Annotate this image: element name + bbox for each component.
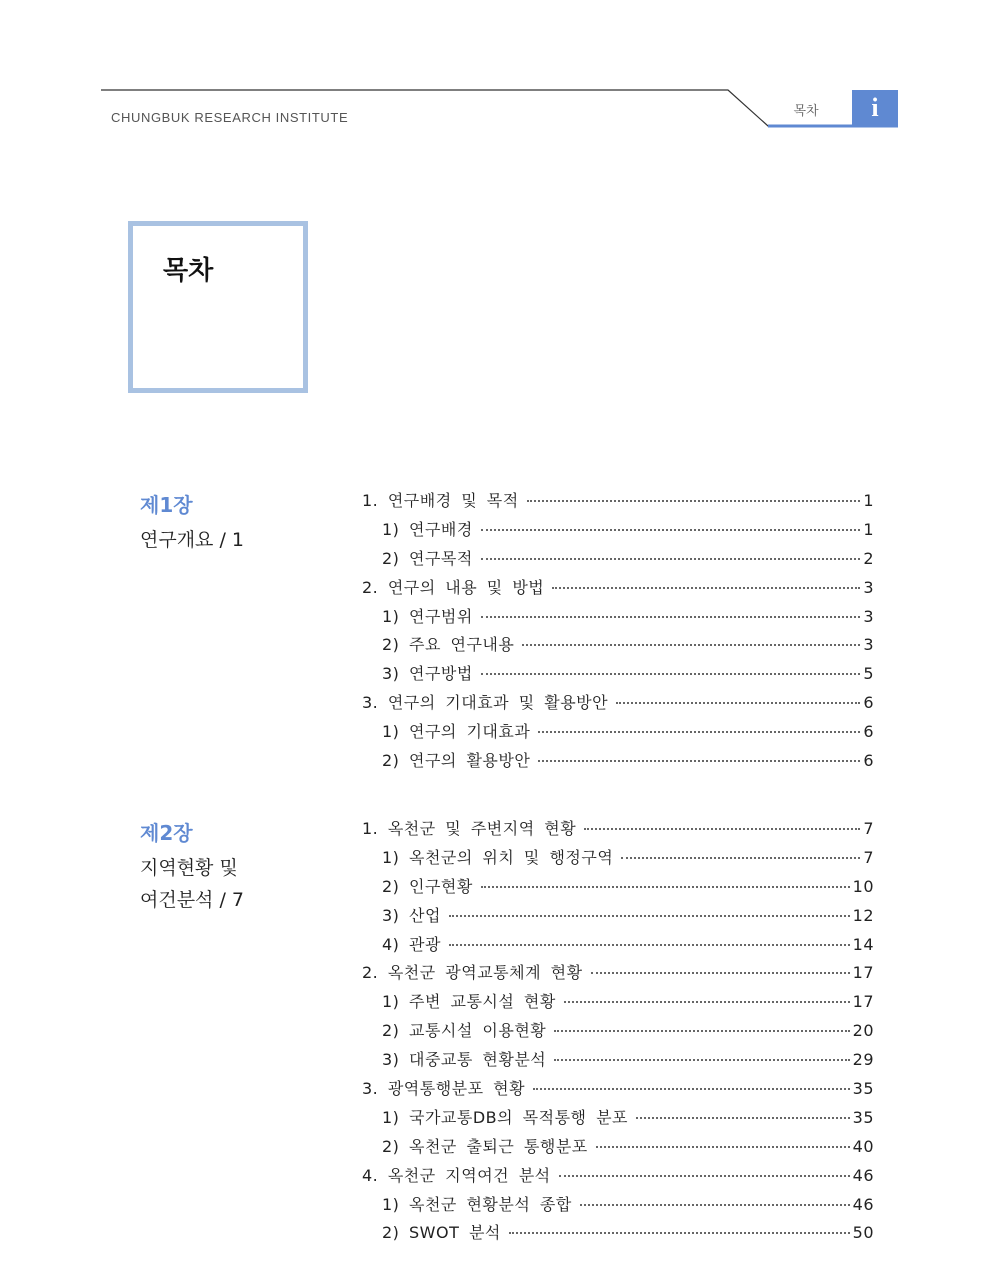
toc-dot-leader	[584, 828, 860, 830]
toc-dot-leader	[564, 1001, 850, 1003]
toc-entry-page: 1	[863, 519, 874, 539]
toc-entry-label: 3. 연구의 기대효과 및 활용방안	[362, 693, 609, 713]
toc-dot-leader	[552, 587, 860, 589]
toc-entry[interactable]	[362, 845, 874, 874]
toc-entry-label: 4. 옥천군 지역여건 분석	[362, 1165, 551, 1185]
toc-entry[interactable]	[362, 1105, 874, 1134]
toc-entry-label: 3) 대중교통 현황분석	[382, 1050, 547, 1070]
toc-entry-label: 2) 연구목적	[382, 548, 473, 568]
toc-entry-label: 2) 연구의 활용방안	[382, 751, 531, 771]
toc-dot-leader	[509, 1232, 850, 1234]
toc-entry-page: 3	[863, 577, 874, 597]
toc-dot-leader	[449, 944, 850, 946]
toc-entry-page: 5	[863, 664, 874, 684]
toc-entry-page: 35	[852, 1079, 874, 1099]
toc-entry[interactable]	[362, 1192, 874, 1221]
toc-entry-page: 12	[852, 905, 874, 925]
toc-entry[interactable]	[362, 661, 874, 690]
toc-entry-label: 4) 관광	[382, 934, 441, 954]
toc-dot-leader	[481, 558, 860, 560]
toc-entry-label: 3. 광역통행분포 현황	[362, 1079, 526, 1099]
page-title: 목차	[163, 256, 214, 286]
toc-entry-label: 1) 연구의 기대효과	[382, 722, 531, 742]
toc-entry-label: 2. 연구의 내용 및 방법	[362, 577, 545, 597]
toc-dot-leader	[554, 1059, 849, 1061]
toc-entry[interactable]	[362, 575, 874, 604]
toc-entry[interactable]	[362, 1047, 874, 1076]
toc-entry-label: 3) 연구방법	[382, 664, 473, 684]
toc-dot-leader	[527, 500, 861, 502]
toc-entry-page: 46	[852, 1165, 874, 1185]
toc-entry-page: 6	[863, 722, 874, 742]
toc-entry[interactable]	[362, 604, 874, 633]
toc-entry[interactable]	[362, 1076, 874, 1105]
toc-entry[interactable]	[362, 632, 874, 661]
toc-entry[interactable]	[362, 517, 874, 546]
toc-entry-page: 7	[863, 847, 874, 867]
toc-entry-page: 6	[863, 693, 874, 713]
header-section-label: 목차	[793, 104, 819, 119]
toc-entry-label: 1. 옥천군 및 주변지역 현황	[362, 819, 577, 838]
chapter-title: 연구개요 / 1	[140, 529, 244, 551]
toc-entry-label: 1) 연구범위	[382, 606, 473, 626]
toc-entry-label: 2) SWOT 분석	[382, 1223, 501, 1243]
toc-entry-label: 1) 주변 교통시설 현황	[382, 992, 556, 1012]
toc-entry-page: 17	[852, 963, 874, 983]
toc-dot-leader	[538, 760, 860, 762]
toc-dot-leader	[591, 972, 850, 974]
toc-dot-leader	[449, 915, 850, 917]
chapter-number: 제1장	[140, 493, 193, 517]
toc-entry[interactable]	[362, 874, 874, 903]
toc-entry[interactable]	[362, 816, 874, 845]
toc-entry-page: 3	[863, 606, 874, 626]
header-page-number: i	[852, 90, 898, 126]
toc-entry-label: 1) 국가교통DB의 목적통행 분포	[382, 1107, 628, 1127]
toc-entry-page: 50	[852, 1223, 874, 1243]
toc-dot-leader	[559, 1175, 850, 1177]
toc-dot-leader	[636, 1117, 850, 1119]
toc-dot-leader	[481, 616, 860, 618]
toc-dot-leader	[596, 1146, 850, 1148]
toc-entry-page: 1	[863, 491, 874, 510]
toc-entry-page: 6	[863, 751, 874, 771]
toc-entry-label: 2) 주요 연구내용	[382, 635, 515, 655]
toc-dot-leader	[481, 529, 860, 531]
title-box	[128, 221, 308, 393]
chapter-2-toc	[362, 816, 874, 1249]
toc-entry-page: 7	[863, 819, 874, 838]
chapter-number: 제2장	[140, 821, 193, 845]
toc-entry-page: 40	[852, 1136, 874, 1156]
toc-entry-page: 29	[852, 1050, 874, 1070]
header-institute: CHUNGBUK RESEARCH INSTITUTE	[111, 110, 349, 125]
toc-entry-label: 1) 연구배경	[382, 519, 473, 539]
toc-dot-leader	[616, 702, 860, 704]
toc-entry-page: 10	[852, 876, 874, 896]
toc-entry-label: 3) 산업	[382, 905, 441, 925]
toc-entry-page: 14	[852, 934, 874, 954]
toc-entry[interactable]	[362, 1134, 874, 1163]
toc-entry[interactable]	[362, 488, 874, 517]
toc-entry[interactable]	[362, 1018, 874, 1047]
toc-entry[interactable]	[362, 1163, 874, 1192]
toc-entry[interactable]	[362, 719, 874, 748]
chapter-2-heading	[140, 816, 244, 916]
toc-entry[interactable]	[362, 989, 874, 1018]
toc-entry[interactable]	[362, 960, 874, 989]
toc-entry[interactable]	[362, 932, 874, 961]
toc-entry-page: 46	[852, 1194, 874, 1214]
toc-entry-page: 20	[852, 1021, 874, 1041]
toc-entry-label: 2. 옥천군 광역교통체계 현황	[362, 963, 583, 983]
toc-dot-leader	[522, 644, 860, 646]
toc-dot-leader	[621, 857, 860, 859]
toc-entry-label: 2) 인구현황	[382, 876, 473, 896]
toc-entry[interactable]	[362, 546, 874, 575]
chapter-title: 여건분석 / 7	[140, 889, 244, 911]
toc-entry-label: 1) 옥천군 현황분석 종합	[382, 1194, 572, 1214]
toc-entry-page: 17	[852, 992, 874, 1012]
toc-entry[interactable]	[362, 1220, 874, 1249]
toc-entry-page: 3	[863, 635, 874, 655]
toc-entry-page: 35	[852, 1107, 874, 1127]
toc-entry-page: 2	[863, 548, 874, 568]
chapter-1-heading	[140, 488, 244, 556]
toc-entry[interactable]	[362, 748, 874, 777]
toc-entry[interactable]	[362, 690, 874, 719]
toc-dot-leader	[580, 1204, 850, 1206]
chapter-title: 지역현황 및	[140, 857, 238, 879]
toc-dot-leader	[533, 1088, 850, 1090]
toc-dot-leader	[481, 673, 860, 675]
toc-dot-leader	[481, 886, 850, 888]
toc-entry-label: 2) 교통시설 이용현황	[382, 1021, 547, 1041]
toc-dot-leader	[538, 731, 860, 733]
toc-entry-label: 1) 옥천군의 위치 및 행정구역	[382, 847, 614, 867]
toc-entry[interactable]	[362, 903, 874, 932]
chapter-1-toc	[362, 488, 874, 777]
toc-entry-label: 1. 연구배경 및 목적	[362, 491, 519, 510]
toc-entry-label: 2) 옥천군 출퇴근 통행분포	[382, 1136, 588, 1156]
toc-dot-leader	[554, 1030, 849, 1032]
